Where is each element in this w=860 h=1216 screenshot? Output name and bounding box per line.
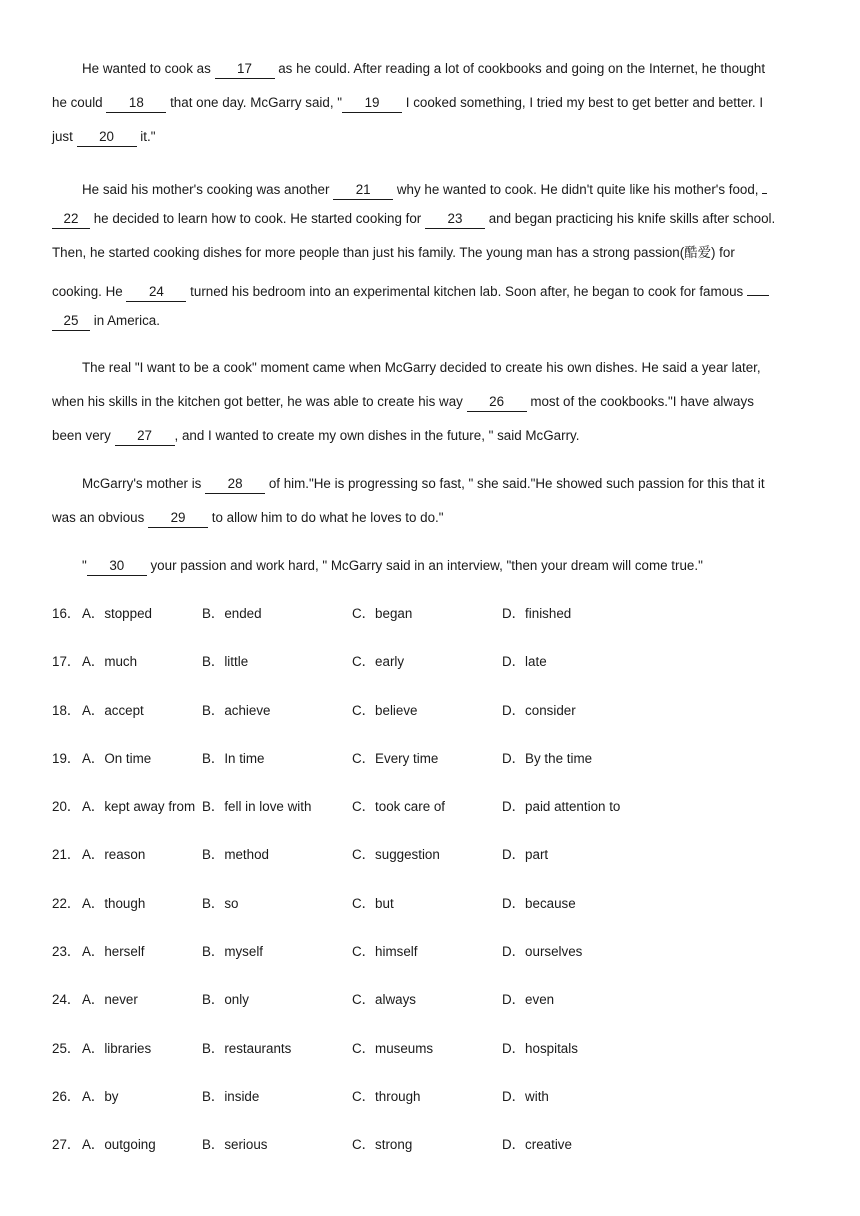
paragraph-line (52, 426, 579, 446)
paragraph-line (52, 508, 444, 528)
passage-text: Then, he started cooking dishes for more people than just his family. The young man has a strong passion( (52, 245, 685, 260)
option-a[interactable]: A．accept (82, 703, 144, 718)
passage-text: turned his bedroom into an experimental kitchen lab. Soon after, he began to cook for famous (186, 284, 747, 299)
option-b[interactable]: B．achieve (202, 703, 271, 718)
passage-text: in America. (90, 313, 160, 328)
question-number: 16． (52, 606, 81, 621)
passage-text: he decided to learn how to cook. He started cooking for (90, 211, 425, 226)
blank-25[interactable]: 25 (52, 312, 90, 331)
question-row (52, 1039, 812, 1059)
blank-28[interactable]: 28 (205, 475, 265, 494)
option-b[interactable]: B．In time (202, 751, 265, 766)
question-row (52, 604, 812, 624)
passage-text: , and I wanted to create my own dishes in the future, " said McGarry. (174, 428, 580, 443)
option-c[interactable]: C．began (352, 606, 413, 621)
passage-text: He said his mother's cooking was another (82, 182, 334, 197)
passage-text: it." (136, 129, 156, 144)
question-row (52, 1135, 812, 1155)
option-a[interactable]: A．kept away from (82, 799, 196, 814)
passage-text: ) for (710, 245, 735, 260)
question-number: 21． (52, 847, 81, 862)
blank-22[interactable]: 22 (52, 210, 90, 229)
paragraph-line (82, 358, 761, 378)
question-row (52, 797, 812, 817)
option-b[interactable]: B．restaurants (202, 1041, 292, 1056)
option-c[interactable]: C．always (352, 992, 416, 1007)
option-d[interactable]: D．hospitals (502, 1041, 578, 1056)
question-number: 23． (52, 944, 81, 959)
blank-25-start (747, 277, 769, 296)
option-b[interactable]: B．fell in love with (202, 799, 312, 814)
passage-text: why he wanted to cook. He didn't quite like his mother's food, (393, 182, 763, 197)
option-a[interactable]: A．reason (82, 847, 146, 862)
passage-text: to allow him to do what he loves to do." (208, 510, 444, 525)
option-b[interactable]: B．myself (202, 944, 264, 959)
option-b[interactable]: B．little (202, 654, 249, 669)
option-b[interactable]: B．method (202, 847, 269, 862)
option-d[interactable]: D．with (502, 1089, 549, 1104)
option-c[interactable]: C．through (352, 1089, 421, 1104)
question-number: 17． (52, 654, 81, 669)
question-row (52, 652, 812, 672)
passage-text: just (52, 129, 77, 144)
question-row (52, 942, 812, 962)
option-b[interactable]: B．only (202, 992, 249, 1007)
option-d[interactable]: D．ourselves (502, 944, 583, 959)
passage-text: McGarry's mother is (82, 476, 206, 491)
option-a[interactable]: A．On time (82, 751, 152, 766)
option-c[interactable]: C．museums (352, 1041, 434, 1056)
passage-text: when his skills in the kitchen got better, he was able to create his way (52, 394, 467, 409)
option-a[interactable]: A．libraries (82, 1041, 152, 1056)
paragraph-line (52, 93, 763, 113)
question-number: 24． (52, 992, 81, 1007)
option-c[interactable]: C．Every time (352, 751, 439, 766)
question-number: 26． (52, 1089, 81, 1104)
blank-22-start (762, 175, 767, 194)
option-c[interactable]: C．suggestion (352, 847, 440, 862)
question-row (52, 845, 812, 865)
paragraph-line (82, 556, 703, 576)
option-a[interactable]: A．never (82, 992, 138, 1007)
question-number: 22． (52, 896, 81, 911)
option-d[interactable]: D．paid attention to (502, 799, 621, 814)
passage-text: and began practicing his knife skills after school. (484, 211, 776, 226)
passage-text: that one day. McGarry said, " (166, 95, 343, 110)
option-a[interactable]: A．stopped (82, 606, 152, 621)
paragraph-line (52, 277, 769, 297)
option-c[interactable]: C．but (352, 896, 394, 911)
option-a[interactable]: A．herself (82, 944, 145, 959)
option-d[interactable]: D．because (502, 896, 576, 911)
option-a[interactable]: A．though (82, 896, 146, 911)
option-a[interactable]: A．outgoing (82, 1137, 156, 1152)
passage-text: been very (52, 428, 115, 443)
question-row (52, 894, 812, 914)
option-d[interactable]: D．creative (502, 1137, 572, 1152)
option-c[interactable]: C．believe (352, 703, 418, 718)
paragraph-line (52, 311, 160, 331)
passage-text: I cooked something, I tried my best to get better and better. I (402, 95, 764, 110)
blank-19[interactable]: 19 (342, 94, 402, 113)
blank-20[interactable]: 20 (77, 128, 137, 147)
option-c[interactable]: C．took care of (352, 799, 446, 814)
option-d[interactable]: D．consider (502, 703, 576, 718)
option-d[interactable]: D．even (502, 992, 555, 1007)
option-c[interactable]: C．early (352, 654, 405, 669)
blank-23[interactable]: 23 (425, 210, 485, 229)
option-b[interactable]: B．serious (202, 1137, 268, 1152)
passage-text: of him."He is progressing so fast, " she said."He showed such passion for this that it (265, 476, 765, 491)
option-a[interactable]: A．much (82, 654, 138, 669)
paragraph-line (82, 175, 767, 195)
question-number: 20． (52, 799, 81, 814)
paragraph-line (52, 243, 735, 263)
passage-text: he could (52, 95, 107, 110)
passage-text: most of the cookbooks."I have always (526, 394, 754, 409)
question-row (52, 990, 812, 1010)
passage-text: " (82, 558, 87, 573)
chinese-gloss: 酷爱 (684, 246, 711, 261)
option-c[interactable]: C．strong (352, 1137, 413, 1152)
passage-text: was an obvious (52, 510, 149, 525)
blank-18[interactable]: 18 (106, 94, 166, 113)
paragraph-line (52, 392, 754, 412)
question-row (52, 749, 812, 769)
passage-text: He wanted to cook as (82, 61, 215, 76)
passage-text: your passion and work hard, " McGarry said in an interview, "then your dream will come true." (146, 558, 703, 573)
blank-26[interactable]: 26 (467, 393, 527, 412)
question-number: 19． (52, 751, 81, 766)
option-b[interactable]: B．so (202, 896, 239, 911)
option-b[interactable]: B．inside (202, 1089, 260, 1104)
blank-29[interactable]: 29 (148, 509, 208, 528)
paragraph-line (82, 59, 765, 79)
option-d[interactable]: D．late (502, 654, 547, 669)
passage-text: The real "I want to be a cook" moment came when McGarry decided to create his own dishes. He said a year later, (82, 360, 761, 375)
blank-24[interactable]: 24 (126, 283, 186, 302)
paragraph-line (82, 474, 765, 494)
passage-text: cooking. He (52, 284, 127, 299)
blank-17[interactable]: 17 (215, 60, 275, 79)
blank-27[interactable]: 27 (115, 427, 175, 446)
paragraph-line (52, 127, 155, 147)
option-d[interactable]: D．finished (502, 606, 572, 621)
question-number: 18． (52, 703, 81, 718)
blank-30[interactable]: 30 (87, 557, 147, 576)
question-number: 27． (52, 1137, 81, 1152)
option-b[interactable]: B．ended (202, 606, 262, 621)
question-row (52, 701, 812, 721)
question-row (52, 1087, 812, 1107)
paragraph-line (52, 209, 775, 229)
option-d[interactable]: D．part (502, 847, 549, 862)
blank-21[interactable]: 21 (333, 181, 393, 200)
option-a[interactable]: A．by (82, 1089, 119, 1104)
question-number: 25． (52, 1041, 81, 1056)
option-c[interactable]: C．himself (352, 944, 418, 959)
option-d[interactable]: D．By the time (502, 751, 593, 766)
passage-text: as he could. After reading a lot of cookbooks and going on the Internet, he thought (274, 61, 766, 76)
